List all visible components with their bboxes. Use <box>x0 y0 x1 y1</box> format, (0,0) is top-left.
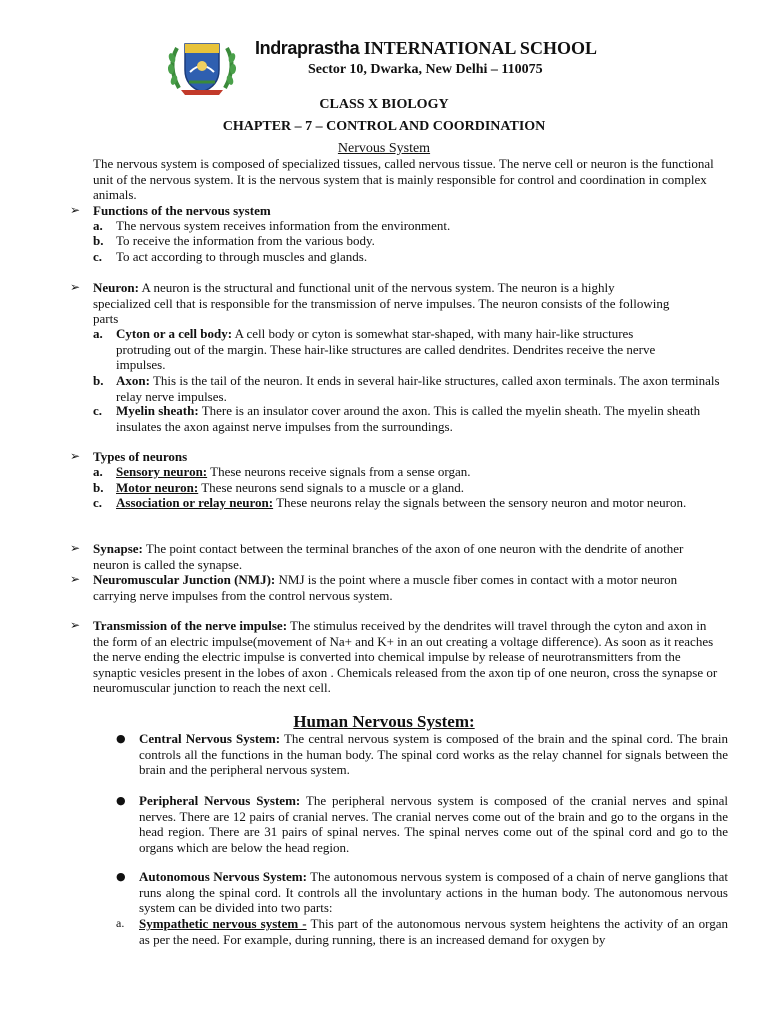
pns-paragraph <box>139 793 728 855</box>
list-item <box>116 480 726 496</box>
arrow-bullet: ➢ <box>70 572 81 586</box>
school-brand: Indraprastha <box>255 38 360 58</box>
functions-heading: Functions of the nervous system <box>93 203 271 218</box>
definition: There is an insulator cover around the axon. This is called the myelin sheath. The myelin sheath insulates the axon against nerve impulses from the surroundings. <box>116 403 701 434</box>
nmj-paragraph <box>93 572 698 603</box>
list-label: b. <box>93 480 104 495</box>
term: Axon: <box>116 373 150 388</box>
definition: The point contact between the terminal branches of the axon of one neuron with the dendrite of another neuron is called the synapse. <box>93 541 684 572</box>
arrow-bullet: ➢ <box>70 280 81 294</box>
term: Peripheral Nervous System: <box>139 793 301 808</box>
types-heading: Types of neurons <box>93 449 188 464</box>
ans-paragraph <box>139 869 728 916</box>
list-item: The nervous system receives information from the environment. <box>116 218 451 233</box>
section-title <box>0 141 768 157</box>
list-label: b. <box>93 233 104 248</box>
list-label: b. <box>93 373 104 388</box>
list-label: a. <box>93 218 103 233</box>
arrow-bullet: ➢ <box>70 203 81 217</box>
heading-text: Human Nervous System: <box>293 712 475 731</box>
definition: These neurons receive signals from a sense organ. <box>207 464 471 479</box>
arrow-bullet: ➢ <box>70 449 81 463</box>
definition: NMJ is the point where a muscle fiber comes in contact with a motor neuron carrying nerve impulses from the control nervous system. <box>93 572 678 603</box>
term: Neuromuscular Junction (NMJ): <box>93 572 276 587</box>
term: Transmission of the nerve impulse: <box>93 618 288 633</box>
definition: A neuron is the structural and functional unit of the nervous system. The neuron is a highly specialized cell that is responsible for the transmission of nerve impulses. The neuron consists of the following parts <box>93 280 670 326</box>
neuron-paragraph <box>93 280 673 327</box>
bullet-dot: ● <box>116 732 126 745</box>
definition: The stimulus received by the dendrites will travel through the cyton and axon in the form of an electric impulse(movement of Na+ and K+ in an out creating a voltage difference). As soon as it reaches the nerve ending the electric impulse is converted into chemical impulse by release of neurotransmitters from the synaptic vesicles present in the lobes of axon . Chemicals released from the axon tip of one neuron, cross the synapse or neuromuscular junction to reach the next cell. <box>93 618 718 695</box>
cns-paragraph <box>139 731 728 778</box>
definition: This is the tail of the neuron. It ends in several hair-like structures, called axon terminals. The axon terminals relay nerve impulses. <box>116 373 720 404</box>
definition: The autonomous nervous system is composed of a chain of nerve ganglions that runs along the spinal cord. It controls all the involuntary actions in the human body. The autonomous nervous system can be divided into two parts: <box>139 869 728 915</box>
bullet-dot: ● <box>116 870 126 883</box>
term: Cyton or a cell body: <box>116 326 233 341</box>
term: Synapse: <box>93 541 143 556</box>
list-label: a. <box>93 464 103 479</box>
school-name-rest: INTERNATIONAL SCHOOL <box>363 38 597 58</box>
list-item <box>116 403 726 434</box>
bullet-dot: ● <box>116 794 126 807</box>
definition: The central nervous system is composed of the brain and the spinal cord. The brain controls all the functions in the human body. The spinal cord works as the relay channel for signals between the brain and the peripheral nervous system. <box>139 731 728 777</box>
arrow-bullet: ➢ <box>70 541 81 555</box>
transmission-paragraph <box>93 618 718 696</box>
chapter-title: CHAPTER – 7 – CONTROL AND COORDINATION <box>222 119 546 134</box>
term: Myelin sheath: <box>116 403 199 418</box>
arrow-bullet: ➢ <box>70 618 81 632</box>
class-title: CLASS X BIOLOGY <box>319 97 449 112</box>
term: Neuron: <box>93 280 139 295</box>
term: Motor neuron: <box>116 480 199 495</box>
term: Sympathetic nervous system - <box>139 916 307 931</box>
term: Autonomous Nervous System: <box>139 869 307 884</box>
school-logo <box>163 36 241 96</box>
list-item <box>116 373 726 404</box>
section-title-text: Nervous System <box>337 141 431 156</box>
school-name <box>255 36 597 60</box>
list-item <box>116 326 691 373</box>
list-item <box>116 495 726 511</box>
term: Central Nervous System: <box>139 731 281 746</box>
school-address: Sector 10, Dwarka, New Delhi – 110075 <box>308 62 543 77</box>
list-label: a. <box>116 916 125 930</box>
definition: These neurons send signals to a muscle or a gland. <box>198 480 465 495</box>
list-item: To receive the information from the various body. <box>116 233 375 248</box>
term: Sensory neuron: <box>116 464 208 479</box>
synapse-paragraph <box>93 541 698 572</box>
definition: A cell body or cyton is somewhat star-shaped, with many hair-like structures protruding out of the margin. These hair-like structures are called dendrites. Dendrites receive the nerve impulses. <box>116 326 656 372</box>
list-label: c. <box>93 249 103 264</box>
sympathetic-paragraph <box>139 916 728 947</box>
list-item <box>116 464 726 480</box>
list-label: c. <box>93 495 103 510</box>
definition: These neurons relay the signals between the sensory neuron and motor neuron. <box>273 495 687 510</box>
human-nervous-system-heading <box>0 711 768 733</box>
term: Association or relay neuron: <box>116 495 274 510</box>
intro-paragraph: The nervous system is composed of specialized tissues, called nervous tissue. The nerve cell or neuron is the functional unit of the nervous system. It is the nervous system that is mainly responsible for control and coordination in complex animals. <box>93 156 714 202</box>
list-item: To act according to through muscles and glands. <box>116 249 368 264</box>
definition: This part of the autonomous nervous system heightens the activity of an organ as per the need. For example, during running, there is an increased demand for oxygen by <box>139 916 729 947</box>
list-label: a. <box>93 326 103 341</box>
definition: The peripheral nervous system is composed of the cranial nerves and spinal nerves. There are 12 pairs of cranial nerves. The cranial nerves come out of the brain and go to the organs in the head region. There are 31 pairs of spinal nerves. The spinal nerves come out of the spinal cord and go to the organs which are below the head region. <box>139 793 729 855</box>
list-label: c. <box>93 403 103 418</box>
